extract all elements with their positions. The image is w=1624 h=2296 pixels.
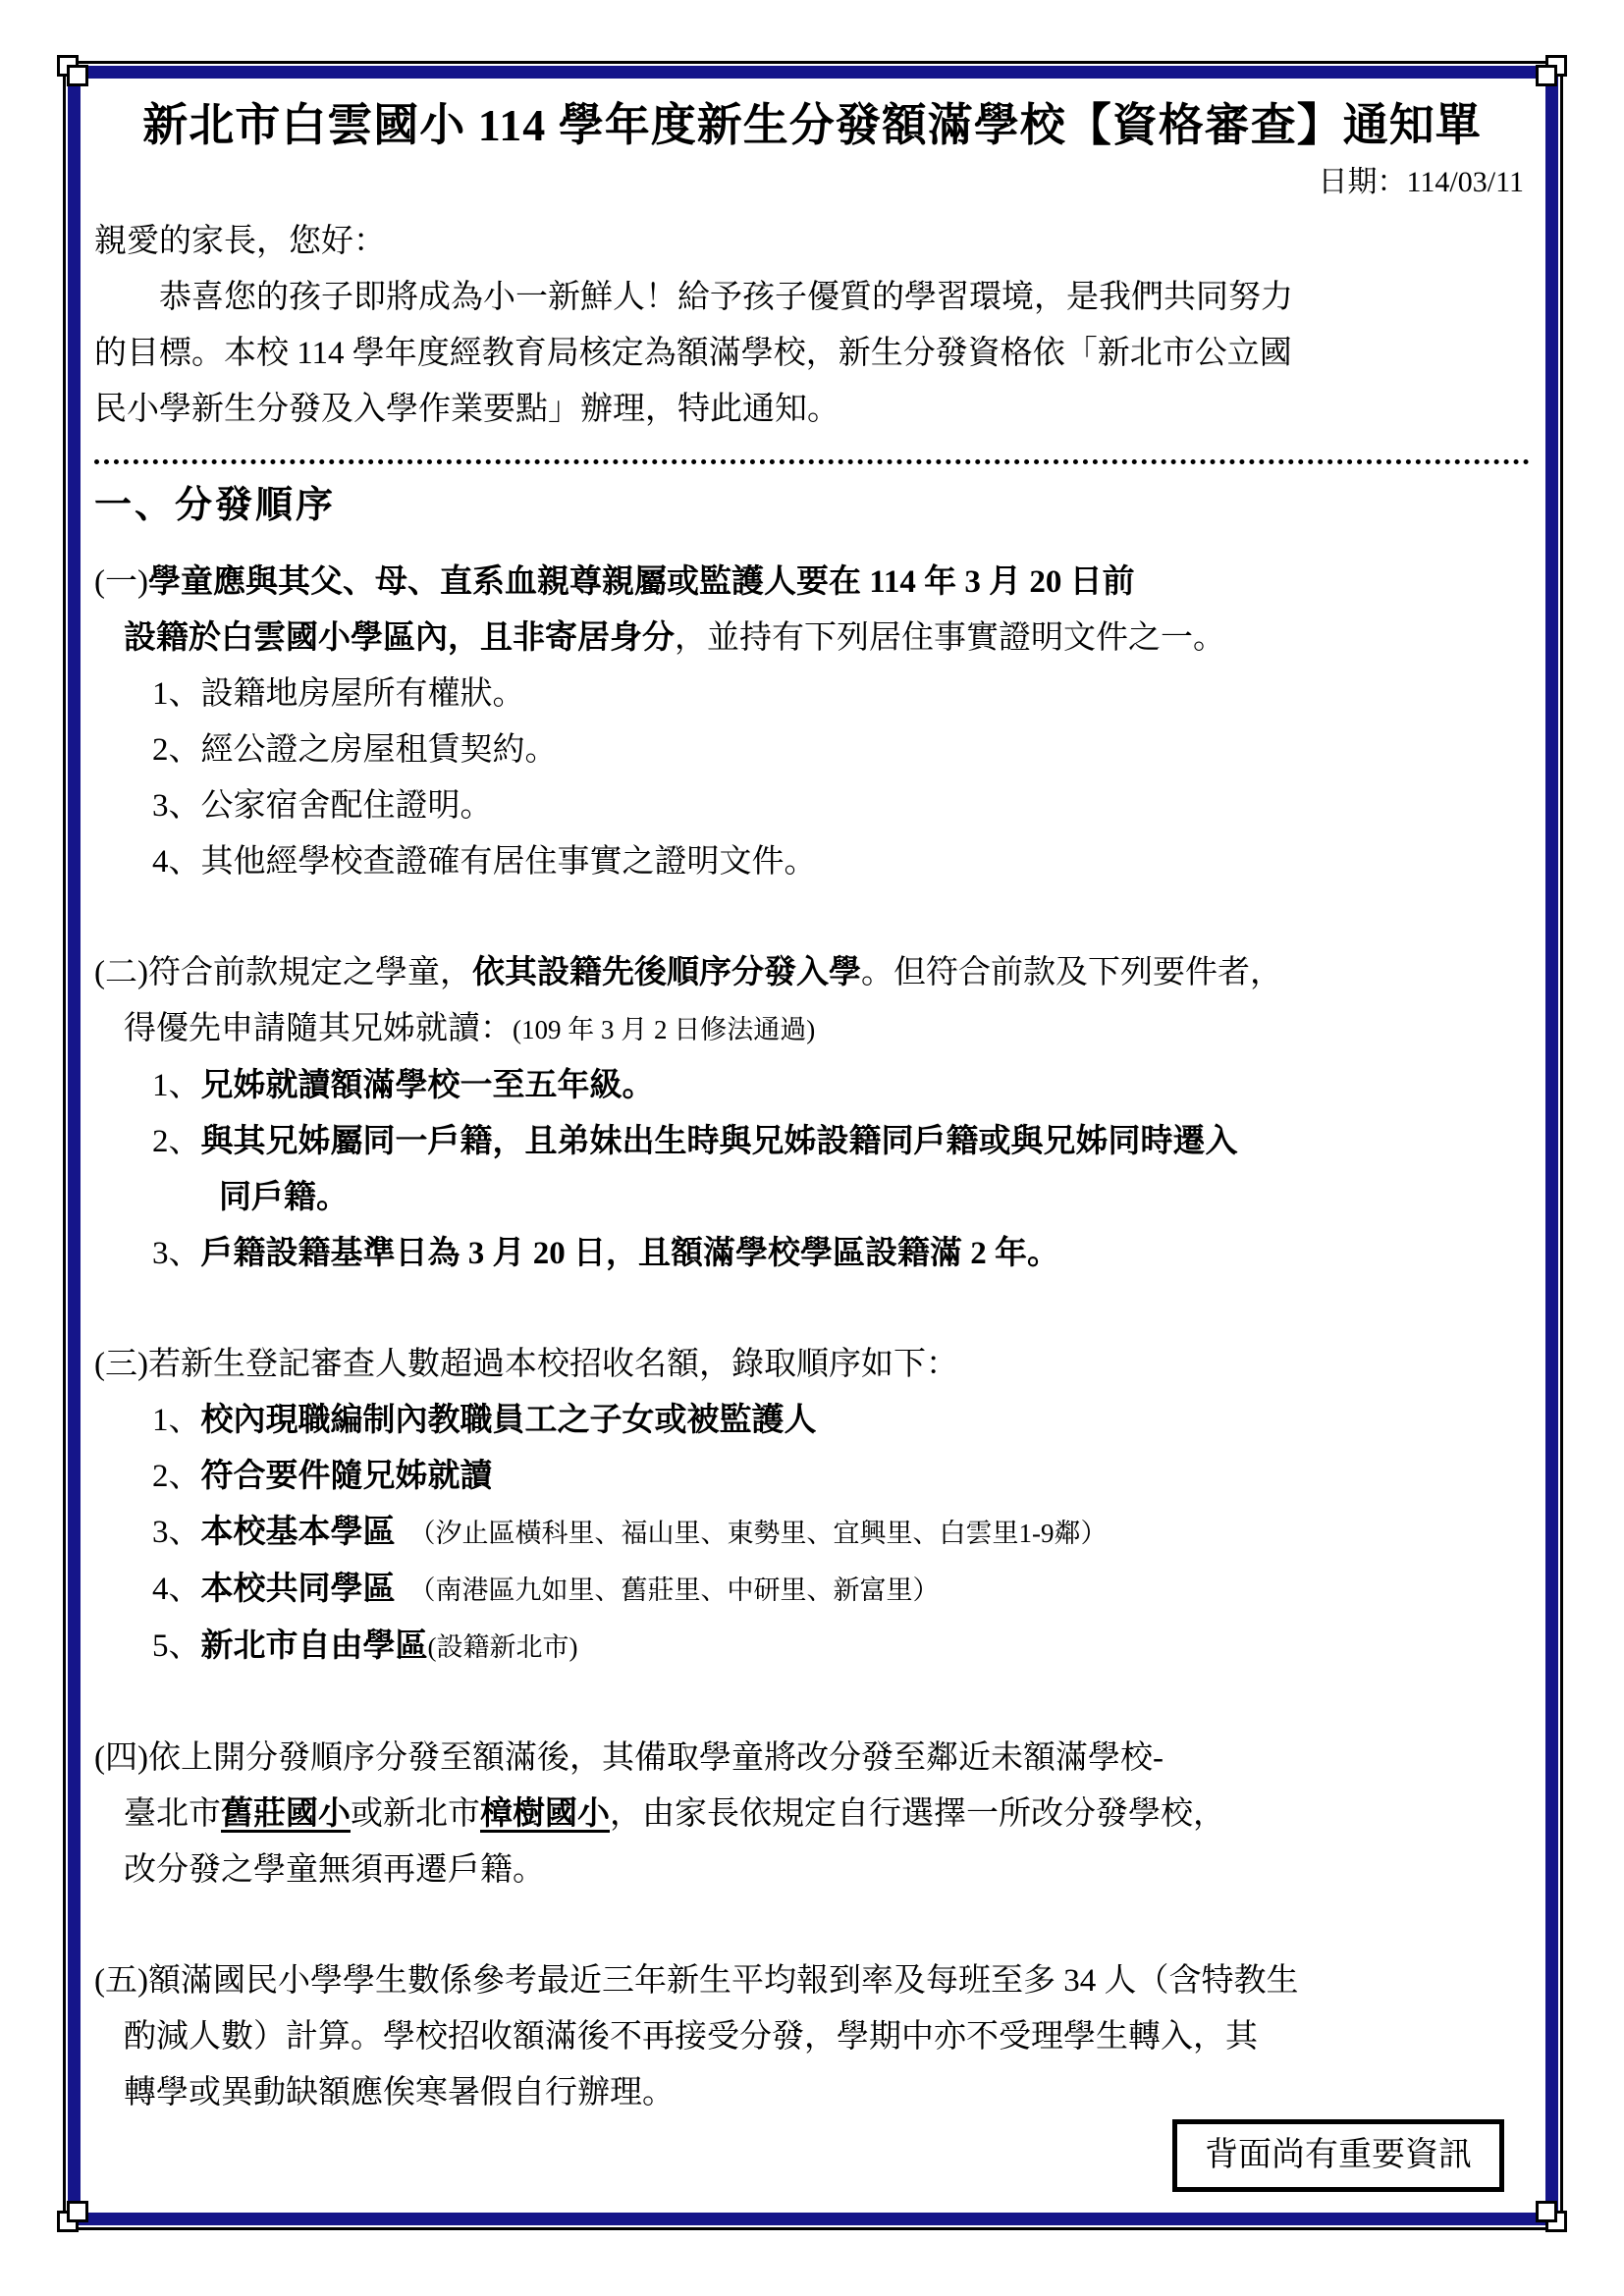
section-2 [94, 945, 1530, 1282]
school-name-underlined: 舊莊國小 [221, 1796, 351, 1832]
notice-content [94, 86, 1530, 2121]
section-2-prefix: (二) [94, 955, 148, 990]
section-1-prefix: (一) [94, 564, 148, 600]
corner-ornament-square [67, 65, 88, 86]
list-item-text-bold: 符合要件隨兄姊就讀 [200, 1459, 493, 1494]
list-item-number: 1、 [152, 1068, 201, 1103]
list-item-note: (設籍新北市) [427, 1632, 578, 1662]
list-item-note: （南港區九如里、舊莊里、中研里、新富里） [408, 1575, 940, 1605]
list-item-text-bold: 本校共同學區 [200, 1572, 396, 1607]
list-item-text: 公家宿舍配住證明。 [200, 788, 493, 824]
section-4-line-2 [94, 1787, 1530, 1842]
section-1 [94, 555, 1530, 890]
list-item-number: 4、 [152, 1572, 201, 1607]
section-1-text: 學童應與其父、母、直系血親尊親屬或監護人要在 114 年 3 月 20 日前 [147, 564, 1135, 600]
list-item-text-bold: 戶籍設籍基準日為 3 月 20 日，且額滿學校學區設籍滿 2 年。 [200, 1236, 1059, 1271]
section-3-line-1 [94, 1337, 1530, 1393]
section-4-prefix: (四) [94, 1740, 148, 1776]
section-1-line-1 [94, 555, 1530, 611]
list-item-text-bold: 新北市自由學區 [200, 1629, 428, 1664]
greeting: 親愛的家長，您好： [94, 224, 386, 259]
section-4-line-3: 改分發之學童無須再遷戶籍。 [124, 1852, 545, 1888]
section-2-note: (109 年 3 月 2 日修法通過) [513, 1015, 816, 1044]
section-4-line-1 [94, 1731, 1530, 1787]
corner-ornament-square [1536, 65, 1557, 86]
section-3-list [94, 1393, 1530, 1676]
section-5-line-1 [94, 1953, 1530, 2009]
list-item [152, 1619, 1530, 1676]
list-item [152, 667, 1530, 722]
list-item-note: （汐止區橫科里、福山里、東勢里、宜興里、白雲里1-9鄰） [408, 1519, 1108, 1548]
list-item-continuation: 同戶籍。 [219, 1180, 349, 1215]
section-2-line-2 [94, 1001, 1530, 1058]
corner-ornament-square [1536, 2201, 1557, 2222]
section-2-text: 符合前款規定之學童， [147, 955, 472, 990]
list-item-number: 1、 [152, 1403, 201, 1438]
section-3 [94, 1337, 1530, 1676]
list-item-text-bold: 本校基本學區 [200, 1515, 396, 1550]
list-item-number: 2、 [152, 732, 201, 768]
intro-line: 恭喜您的孩子即將成為小一新鮮人！給予孩子優質的學習環境，是我們共同努力 [159, 280, 1293, 315]
list-item-number: 2、 [152, 1124, 201, 1159]
section-3-prefix: (三) [94, 1347, 148, 1382]
section-4-text: 臺北市 [124, 1796, 221, 1832]
section-2-text: 。但符合前款及下列要件者， [860, 955, 1282, 990]
list-item-number: 2、 [152, 1459, 201, 1494]
list-item-text: 經公證之房屋租賃契約。 [200, 732, 558, 768]
section-1-line-2 [94, 611, 1530, 667]
section-1-text: ，並持有下列居住事實證明文件之一。 [675, 620, 1225, 656]
section-5-text: 額滿國民小學學生數係參考最近三年新生平均報到率及每班至多 34 人（含特教生 [147, 1963, 1299, 1999]
section-4-text: 或新北市 [351, 1796, 480, 1832]
school-name-underlined: 樟樹國小 [480, 1796, 610, 1832]
list-item-number: 3、 [152, 788, 201, 824]
section-5-prefix: (五) [94, 1963, 148, 1999]
section-2-line-1 [94, 945, 1530, 1001]
list-item-number: 3、 [152, 1236, 201, 1271]
list-item [152, 1505, 1530, 1562]
intro-line: 民小學新生分發及入學作業要點」辦理，特此通知。 [94, 392, 839, 427]
section-5 [94, 1953, 1530, 2121]
intro-line: 的目標。本校 114 學年度經教育局核定為額滿學校，新生分發資格依「新北市公立國 [94, 336, 1292, 371]
list-item [152, 1562, 1530, 1619]
list-item-text-bold: 兄姊就讀額滿學校一至五年級。 [200, 1068, 655, 1103]
list-item-number: 5、 [152, 1629, 201, 1664]
backside-info-box: 背面尚有重要資訊 [1172, 2119, 1504, 2192]
list-item-number: 1、 [152, 676, 201, 712]
list-item [152, 778, 1530, 834]
section-2-text: 得優先申請隨其兄姊就讀： [124, 1011, 513, 1046]
list-item [152, 1226, 1530, 1282]
list-item [152, 834, 1530, 890]
list-item [152, 1114, 1530, 1170]
list-item [152, 1449, 1530, 1505]
list-item [152, 722, 1530, 778]
section-heading: 一、分發順序 [94, 485, 337, 526]
section-4-text: 依上開分發順序分發至額滿後，其備取學童將改分發至鄰近未額滿學校- [147, 1740, 1164, 1776]
corner-ornament-square [67, 2201, 88, 2222]
section-4 [94, 1731, 1530, 1898]
dotted-divider [94, 459, 1530, 464]
list-item-text: 設籍地房屋所有權狀。 [200, 676, 525, 712]
list-item-text-bold: 與其兄姊屬同一戶籍，且弟妹出生時與兄姊設籍同戶籍或與兄姊同時遷入 [200, 1124, 1238, 1159]
section-5-line-2: 酌減人數）計算。學校招收額滿後不再接受分發，學期中亦不受理學生轉入，其 [124, 2019, 1258, 2055]
date-line: 日期：114/03/11 [1318, 166, 1524, 198]
section-2-list [94, 1058, 1530, 1282]
section-2-text-bold: 依其設籍先後順序分發入學 [471, 955, 861, 990]
section-3-text: 若新生登記審查人數超過本校招收名額，錄取順序如下： [147, 1347, 958, 1382]
list-item-number: 3、 [152, 1515, 201, 1550]
list-item-number: 4、 [152, 844, 201, 880]
list-item-text: 其他經學校查證確有居住事實之證明文件。 [200, 844, 817, 880]
section-5-line-3: 轉學或異動缺額應俟寒暑假自行辦理。 [124, 2075, 675, 2110]
list-item-text-bold: 校內現職編制內教職員工之子女或被監護人 [200, 1403, 817, 1438]
section-1-list [94, 667, 1530, 890]
section-1-text-bold: 設籍於白雲國小學區內，且非寄居身分 [124, 620, 675, 656]
list-item [152, 1393, 1530, 1449]
page-title: 新北市白雲國小 114 學年度新生分發額滿學校【資格審查】通知單 [142, 100, 1482, 150]
section-4-text: ，由家長依規定自行選擇一所改分發學校， [610, 1796, 1225, 1832]
intro-paragraph [94, 270, 1530, 438]
list-item [152, 1058, 1530, 1114]
